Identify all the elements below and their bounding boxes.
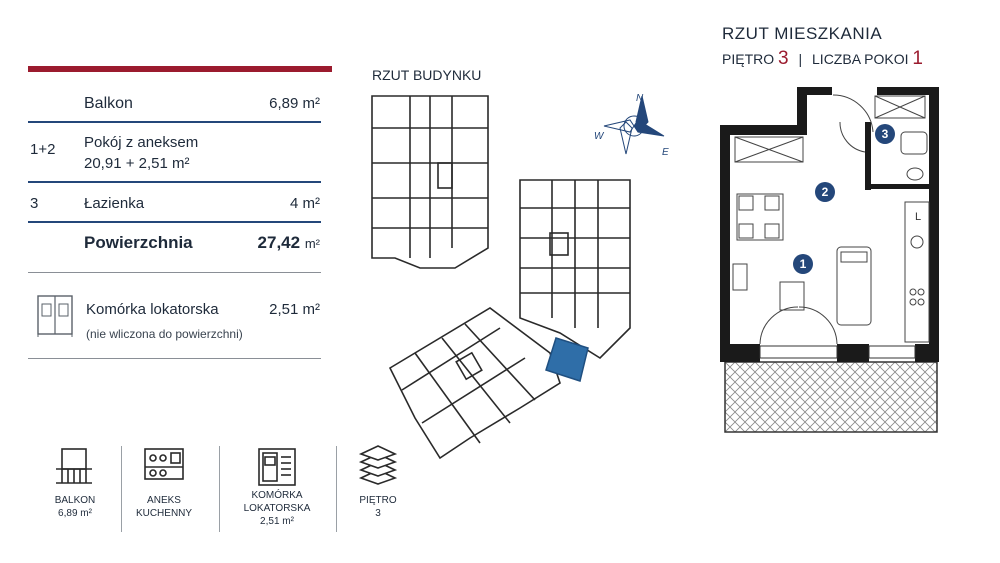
floor-value: 3 <box>778 48 789 69</box>
feature-storage-line2: LOKATORSKA <box>243 503 311 514</box>
feature-kitchen-line2: KUCHENNY <box>135 508 193 519</box>
total-area-unit: m² <box>304 236 320 251</box>
rooms-count-label: LICZBA POKOI <box>812 51 909 67</box>
room-marker-1: 1 <box>799 257 807 271</box>
room-number-living: 1+2 <box>30 141 56 158</box>
fridge-mark: L <box>914 211 922 223</box>
feature-caption-storage <box>236 489 318 528</box>
divider <box>28 272 321 273</box>
feature-caption-balcony <box>44 494 106 520</box>
apartment-plan-title: RZUT MIESZKANIA <box>722 24 883 43</box>
feature-caption-kitchen <box>128 494 200 520</box>
kitchen-stove-icon <box>143 447 185 483</box>
feature-storage-line3: 2,51 m² <box>260 516 294 527</box>
feature-storage-line1: KOMÓRKA <box>251 490 303 501</box>
divider <box>28 121 321 123</box>
feature-floor-line2: 3 <box>375 508 381 519</box>
room-name-living: Pokój z aneksem <box>84 134 199 151</box>
compass-north: N <box>636 93 644 104</box>
storage-cabinet-icon <box>36 294 74 338</box>
room-marker-3: 3 <box>881 127 889 141</box>
feature-separator <box>219 446 220 532</box>
floor-layers-icon <box>359 444 397 486</box>
room-area-bathroom: 4 m² <box>290 195 320 212</box>
feature-separator <box>336 446 337 532</box>
compass-west: W <box>594 131 604 142</box>
building-plan-title: RZUT BUDYNKU <box>372 67 482 83</box>
divider <box>28 221 321 223</box>
apartment-plan-subtitle <box>722 48 923 70</box>
compass-east: E <box>662 147 669 158</box>
total-area-label: Powierzchnia <box>84 233 193 252</box>
storage-label: Komórka lokatorska <box>86 301 219 318</box>
storage-room-icon <box>257 447 297 487</box>
feature-kitchen-line1: ANEKS <box>147 495 181 506</box>
room-number-bathroom: 3 <box>30 195 39 212</box>
room-name-balcony: Balkon <box>84 95 133 112</box>
header-accent-bar <box>28 66 332 72</box>
rooms-count-value: 1 <box>912 48 923 69</box>
total-area-number: 27,42 <box>257 233 301 252</box>
room-name-bathroom: Łazienka <box>84 195 145 212</box>
storage-area: 2,51 m² <box>269 301 320 318</box>
feature-balcony-line1: BALKON <box>54 495 96 506</box>
feature-caption-floor <box>352 494 404 520</box>
storage-note: (nie wliczona do powierzchni) <box>86 327 243 341</box>
apartment-floor-plan <box>715 82 945 437</box>
divider <box>28 181 321 183</box>
room-area-balcony: 6,89 m² <box>269 95 320 112</box>
room-marker-2: 2 <box>821 185 829 199</box>
floor-label: PIĘTRO <box>722 51 775 67</box>
apartment-location-highlight <box>546 338 588 381</box>
balcony-icon <box>54 447 94 487</box>
feature-balcony-line2: 6,89 m² <box>58 508 92 519</box>
room-area-living: 20,91 + 2,51 m² <box>84 155 190 172</box>
subtitle-separator: | <box>798 51 803 67</box>
feature-separator <box>121 446 122 532</box>
divider <box>28 358 321 359</box>
feature-floor-line1: PIĘTRO <box>359 495 397 506</box>
total-area-value <box>258 233 320 253</box>
